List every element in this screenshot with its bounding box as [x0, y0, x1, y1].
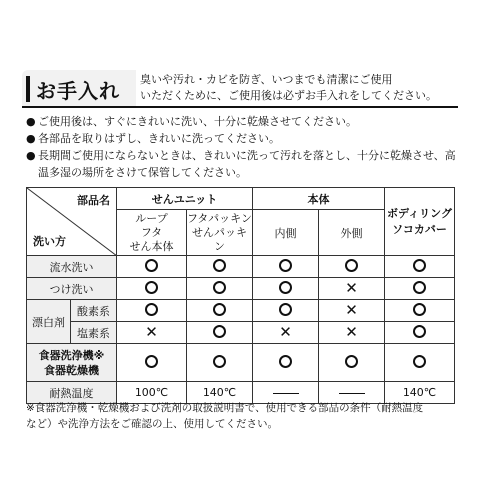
part-header: フタパッキン せんパッキン [187, 210, 253, 256]
ng-mark-icon: ✕ [345, 323, 358, 341]
table-cell [187, 300, 253, 322]
ok-mark-icon [279, 259, 292, 272]
ok-mark-icon [213, 259, 226, 272]
ng-mark-icon: ✕ [145, 323, 158, 341]
table-cell [187, 322, 253, 344]
part-header: 内側 [253, 210, 319, 256]
intro-line: 臭いや汚れ・カビを防ぎ、いつまでも清潔にご使用 [140, 73, 393, 86]
ok-mark-icon [413, 325, 426, 338]
table-cell [117, 300, 187, 322]
dash-mark [339, 393, 365, 394]
table-cell [319, 344, 385, 382]
ok-mark-icon [413, 303, 426, 316]
group-header: ボディリング ソコカバー [385, 188, 455, 256]
care-table [26, 187, 455, 404]
table-cell [117, 278, 187, 300]
corner-bottom-label: 洗い方 [33, 235, 66, 248]
table-cell [117, 256, 187, 278]
table-cell [319, 278, 385, 300]
ok-mark-icon [213, 281, 226, 294]
bullet-text: 長期間ご使用にならないときは、きれいに洗って汚れを落とし、十分に乾燥させ、高 [38, 149, 456, 162]
ok-mark-icon [279, 281, 292, 294]
table-cell [385, 256, 455, 278]
care-header [22, 70, 458, 108]
corner-top-label: 部品名 [77, 194, 110, 207]
intro-text [140, 72, 437, 104]
table-cell [117, 344, 187, 382]
part-header: 外側 [319, 210, 385, 256]
table-cell [117, 322, 187, 344]
ok-mark-icon [145, 303, 158, 316]
ng-mark-icon: ✕ [279, 323, 292, 341]
heat-value: 100℃ [117, 382, 187, 404]
ok-mark-icon [213, 303, 226, 316]
table-cell [385, 300, 455, 322]
bullet-dot: ● [26, 149, 36, 162]
bullet-list [26, 113, 466, 181]
table-row [27, 256, 455, 278]
row-label: 食器洗浄機※ 食器乾燥機 [27, 344, 117, 382]
table-cell [385, 322, 455, 344]
bullet-item [26, 130, 466, 147]
ok-mark-icon [345, 355, 358, 368]
table-cell [253, 300, 319, 322]
table-row [27, 344, 455, 382]
ok-mark-icon [145, 281, 158, 294]
ng-mark-icon: ✕ [345, 301, 358, 319]
table-cell [385, 344, 455, 382]
table-cell [253, 322, 319, 344]
bullet-dot: ● [26, 115, 36, 128]
table-cell [319, 322, 385, 344]
heat-value: 140℃ [187, 382, 253, 404]
table-row [27, 322, 455, 344]
bullet-text: ご使用後は、すぐにきれいに洗い、十分に乾燥させてください。 [38, 115, 357, 128]
table-cell [187, 278, 253, 300]
ok-mark-icon [413, 259, 426, 272]
ok-mark-icon [213, 355, 226, 368]
bullet-item [26, 147, 466, 181]
header-divider [22, 106, 458, 108]
ok-mark-icon [145, 259, 158, 272]
table-cell [187, 256, 253, 278]
title-accent-bar [26, 76, 30, 102]
dash-mark [273, 393, 299, 394]
table-cell [385, 278, 455, 300]
bullet-text: 温多湿の場所をさけて保管してください。 [38, 166, 247, 179]
table-cell [319, 300, 385, 322]
row-label: 酸素系 [71, 300, 117, 322]
table-cell [319, 256, 385, 278]
title-box [22, 70, 136, 106]
table-row [27, 278, 455, 300]
group-header: 本体 [253, 188, 385, 210]
footnote-line: ※食器洗浄機・乾燥機および洗剤の取扱説明書で、使用できる部品の条件（耐熱温度 [26, 402, 424, 414]
table-cell [187, 344, 253, 382]
ok-mark-icon [413, 355, 426, 368]
bullet-item [26, 113, 466, 130]
row-group-label: 漂白剤 [27, 300, 71, 344]
ok-mark-icon [345, 259, 358, 272]
ok-mark-icon [279, 355, 292, 368]
row-label: つけ洗い [27, 278, 117, 300]
bullet-text: 各部品を取りはずし、きれいに洗ってください。 [38, 132, 280, 145]
table-cell [253, 278, 319, 300]
table-corner-cell [27, 188, 117, 256]
table-cell [253, 256, 319, 278]
part-header: ループ フタ せん本体 [117, 210, 187, 256]
footnote [26, 400, 466, 432]
ok-mark-icon [213, 325, 226, 338]
group-header: せんユニット [117, 188, 253, 210]
page-title: お手入れ [36, 79, 120, 103]
bullet-dot: ● [26, 132, 36, 145]
ok-mark-icon [279, 303, 292, 316]
heat-label: 耐熱温度 [27, 382, 117, 404]
intro-line: いただくために、ご使用後は必ずお手入れをしてください。 [140, 89, 437, 102]
ng-mark-icon: ✕ [345, 279, 358, 297]
row-label: 塩素系 [71, 322, 117, 344]
ok-mark-icon [413, 281, 426, 294]
table-cell [253, 344, 319, 382]
table-row [27, 300, 455, 322]
row-label: 流水洗い [27, 256, 117, 278]
heat-value: 140℃ [385, 382, 455, 404]
ok-mark-icon [145, 355, 158, 368]
footnote-line: など）や洗浄方法をご確認の上、使用してください。 [26, 418, 278, 430]
